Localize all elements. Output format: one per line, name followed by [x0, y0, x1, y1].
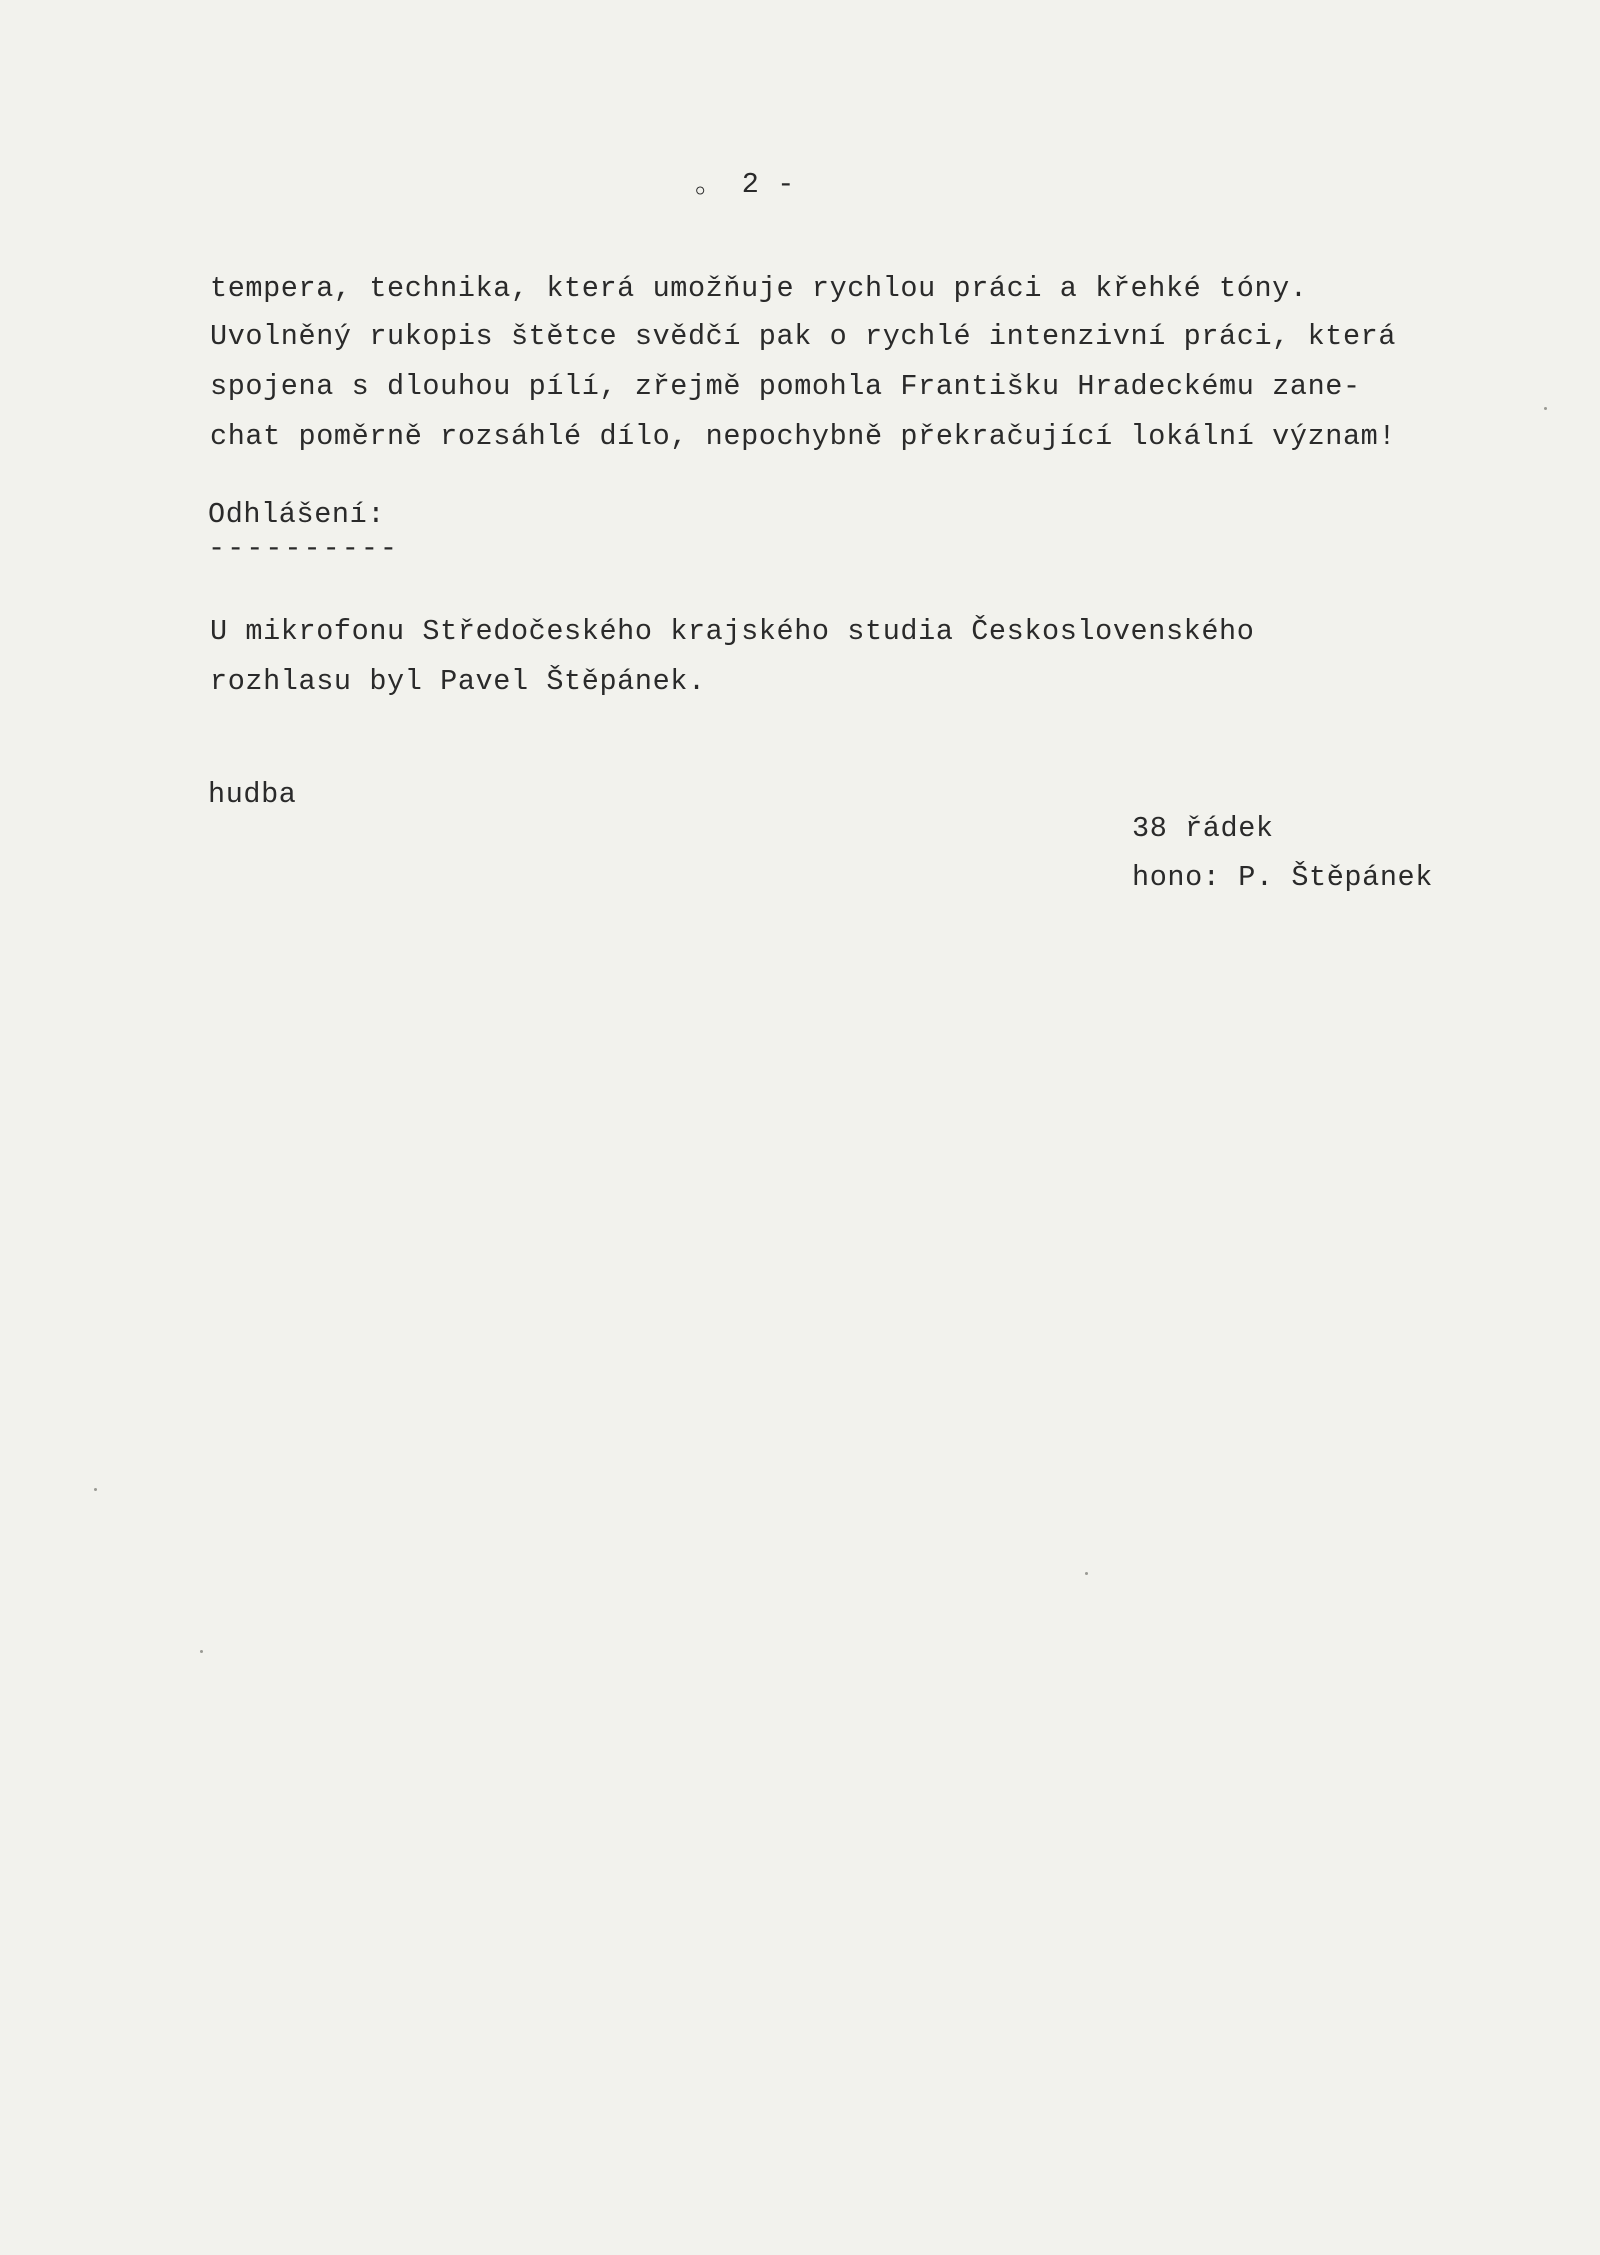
body-line: chat poměrně rozsáhlé dílo, nepochybně překračující lokální význam!: [210, 420, 1397, 453]
closing-line: U mikrofonu Středočeského krajského studia Československého: [210, 615, 1255, 648]
body-line: spojena s dlouhou pílí, zřejmě pomohla Františku Hradeckému zane-: [210, 370, 1361, 403]
sign-off-underline: ----------: [208, 532, 400, 565]
paper-speck: [1544, 407, 1547, 410]
sign-off-heading: Odhlášení:: [208, 498, 386, 531]
author-credit: hono: P. Štěpánek: [1132, 861, 1433, 894]
line-count: 38 řádek: [1132, 812, 1274, 845]
page-number: 。 2 -: [695, 168, 795, 201]
paper-speck: [1085, 1572, 1088, 1575]
closing-line: rozhlasu byl Pavel Štěpánek.: [210, 665, 706, 698]
paper-speck: [200, 1650, 203, 1653]
body-line: tempera, technika, která umožňuje rychlou práci a křehké tóny.: [210, 272, 1308, 305]
body-line: Uvolněný rukopis štětce svědčí pak o rychlé intenzivní práci, která: [210, 320, 1397, 353]
paper-speck: [94, 1488, 97, 1491]
music-cue: hudba: [208, 778, 297, 811]
